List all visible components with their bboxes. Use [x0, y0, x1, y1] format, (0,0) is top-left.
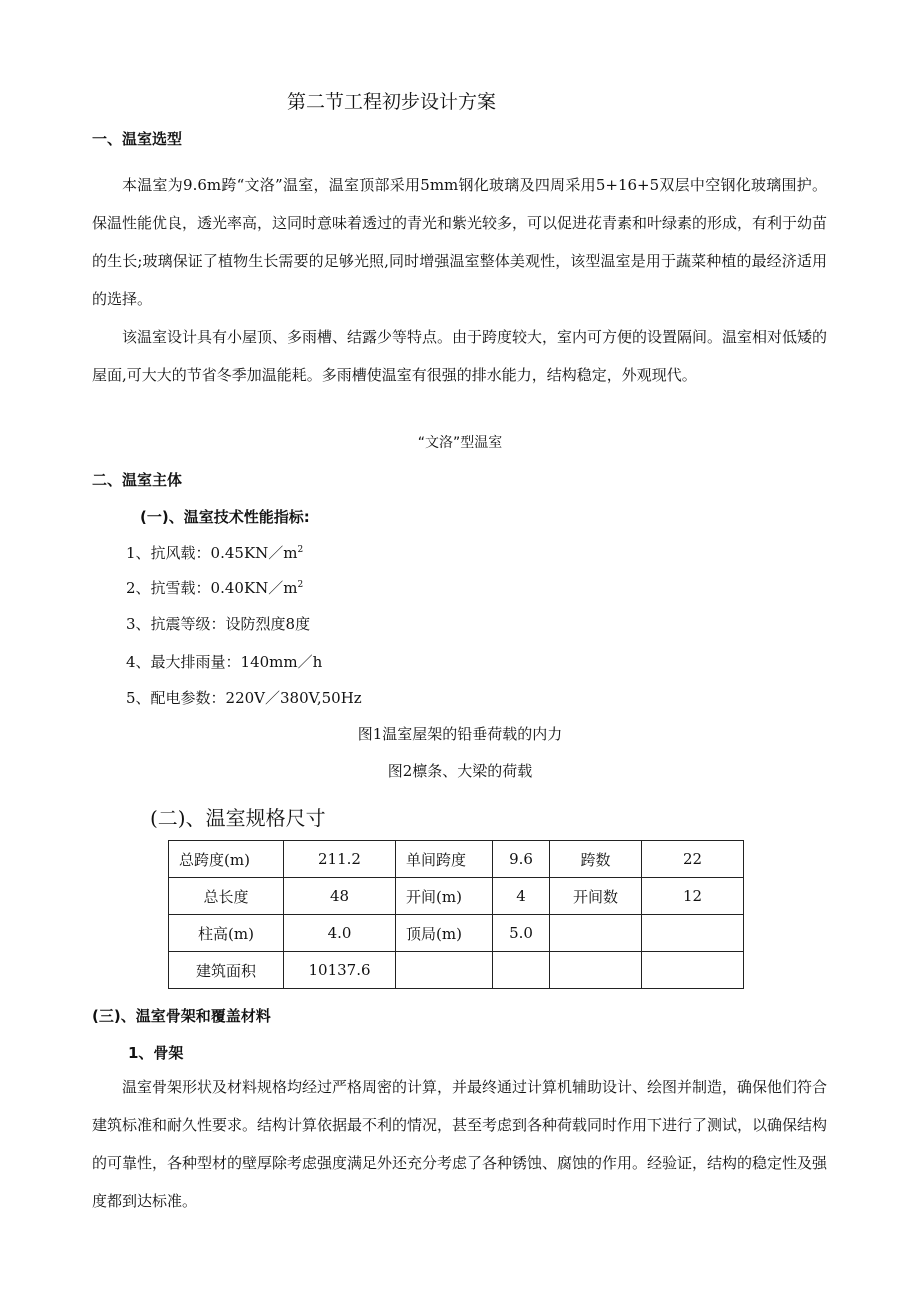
table-cell: 柱高(m) [169, 915, 284, 952]
table-cell: 211.2 [284, 841, 396, 878]
table-row [169, 841, 744, 878]
table-cell: 总跨度(m) [169, 841, 284, 878]
paragraph-frame: 温室骨架形状及材料规格均经过严格周密的计算，并最终通过计算机辅助设计、绘图并制造，确保他们符合建筑标准和耐久性要求。结构计算依据最不利的情况，甚至考虑到各种荷载同时作用下进行了测试，以确保结构的可靠性，各种型材的壁厚除考虑强度满足外还充分考虑了各种锈蚀、腐蚀的作用。经验证，结构的稳定性及强度都到达标准。 [92, 1078, 828, 1210]
table-cell: 9.6 [493, 841, 550, 878]
section-heading-greenhouse-type: 一、温室选型 [92, 130, 183, 148]
table-cell: 4 [493, 878, 550, 915]
table-cell: 10137.6 [284, 952, 396, 989]
table-cell: 建筑面积 [169, 952, 284, 989]
subheading-frame: 1、骨架 [128, 1044, 184, 1062]
table-cell [550, 952, 642, 989]
table-cell [493, 952, 550, 989]
spec-power-params: 5、配电参数：220V／380V,50Hz [126, 689, 362, 707]
section-heading-frame-materials: (三)、温室骨架和覆盖材料 [92, 1007, 271, 1025]
figure-caption-1: 图1温室屋架的铅垂荷载的内力 [357, 725, 563, 743]
table-cell [642, 915, 744, 952]
table-cell: 开间(m) [396, 878, 493, 915]
paragraph-greenhouse-features: 该温室设计具有小屋顶、多雨槽、结露少等特点。由于跨度较大，室内可方便的设置隔间。温室相对低矮的屋面,可大大的节省冬季加温能耗。多雨槽使温室有很强的排水能力，结构稳定，外观现代。 [92, 328, 828, 384]
spec-seismic-grade: 3、抗震等级：设防烈度8度 [126, 615, 311, 633]
subheading-technical-specs: (一)、温室技术性能指标: [140, 508, 310, 526]
page-title: 第二节工程初步设计方案 [287, 91, 497, 113]
spec-max-rainfall: 4、最大排雨量：140mm／h [126, 653, 323, 671]
dimension-table [168, 840, 744, 989]
table-cell: 48 [284, 878, 396, 915]
table-cell [396, 952, 493, 989]
table-cell: 跨数 [550, 841, 642, 878]
table-cell [642, 952, 744, 989]
table-cell: 顶局(m) [396, 915, 493, 952]
table-cell: 22 [642, 841, 744, 878]
table-row [169, 952, 744, 989]
table-row [169, 878, 744, 915]
table-cell: 4.0 [284, 915, 396, 952]
subheading-specs-dimensions: (二)、温室规格尺寸 [150, 806, 326, 830]
paragraph-greenhouse-intro: 本温室为9.6m跨“文洛”温室，温室顶部采用5mm钢化玻璃及四周采用5+16+5双层中空钢化玻璃围护。保温性能优良，透光率高，这同时意味着透过的青光和紫光较多，可以促进花青素和叶绿素的形成，有利于幼苗的生长;玻璃保证了植物生长需要的足够光照,同时增强温室整体美观性，该型温室是用于蔬菜种植的最经济适用的选择。 [92, 176, 828, 308]
table-row [169, 915, 744, 952]
section-heading-greenhouse-body: 二、温室主体 [92, 471, 183, 489]
table-cell: 单间跨度 [396, 841, 493, 878]
table-cell: 12 [642, 878, 744, 915]
figure-caption-2: 图2檩条、大梁的荷载 [387, 762, 533, 780]
table-cell: 总长度 [169, 878, 284, 915]
figure-caption-venlo: “文洛”型温室 [417, 435, 503, 451]
spec-snow-load: 2、抗雪载：$0.40KN/m^2$ [126, 579, 304, 597]
table-cell: 开间数 [550, 878, 642, 915]
table-cell [550, 915, 642, 952]
spec-wind-load: 1、抗风载：$0.45KN/m^2$ [126, 544, 304, 562]
table-cell: 5.0 [493, 915, 550, 952]
